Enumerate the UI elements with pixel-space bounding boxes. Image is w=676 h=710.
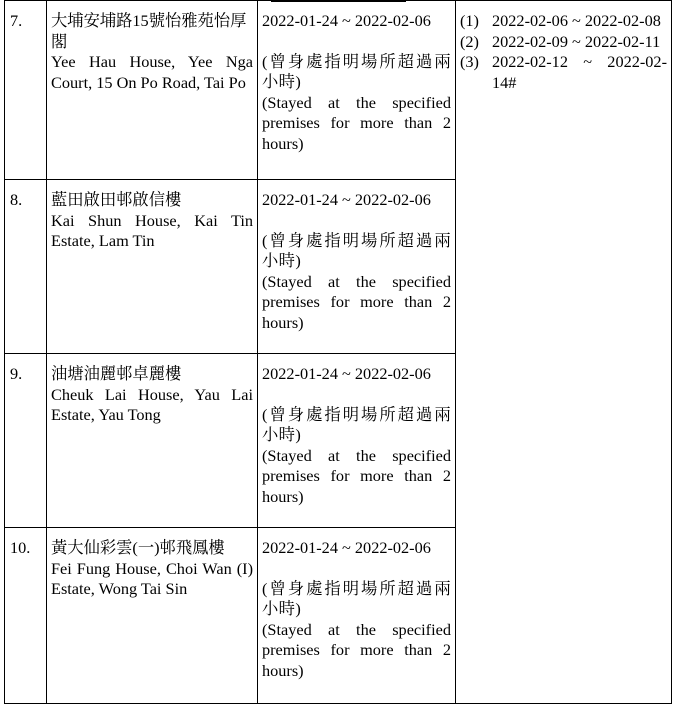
list-item-number: (3) (460, 52, 479, 71)
row-number: 9. (10, 364, 23, 383)
list-item-number: (2) (460, 31, 479, 51)
address-chinese: 油塘油麗邨卓麗樓 (51, 364, 182, 383)
testing-dates-list (460, 11, 667, 93)
list-item (460, 52, 667, 93)
row-number: 10. (10, 538, 31, 557)
address-english: Fei Fung House, Choi Wan (I) Estate, Wong Tai Sin (51, 558, 253, 598)
address-cell (47, 180, 258, 354)
address-cell (47, 1, 258, 180)
stay-note-english: (Stayed at the specified premises for more than 2 hours) (262, 619, 451, 680)
stay-note-english: (Stayed at the specified premises for more than 2 hours) (262, 445, 451, 506)
stay-note-chinese: (曾身處指明場所超過兩小時) (262, 578, 451, 618)
address-cell (47, 354, 258, 528)
row-number: 7. (10, 11, 23, 30)
address-english: Yee Hau House, Yee Nga Court, 15 On Po Road, Tai Po (51, 52, 253, 92)
row-number: 8. (10, 190, 23, 209)
date-cell (258, 354, 456, 528)
address-chinese: 黃大仙彩雲(一)邨飛鳳樓 (51, 538, 225, 557)
address-cell (47, 528, 258, 704)
date-range: 2022-01-24 ~ 2022-02-06 (262, 11, 431, 30)
list-item-text: 2022-02-06 ~ 2022-02-08 (492, 11, 661, 30)
table-row (5, 1, 672, 180)
date-cell (258, 1, 456, 180)
stay-note-chinese: (曾身處指明場所超過兩小時) (262, 404, 451, 444)
date-range: 2022-01-24 ~ 2022-02-06 (262, 364, 431, 383)
row-number-cell (5, 528, 47, 704)
stay-note-english: (Stayed at the specified premises for more than 2 hours) (262, 271, 451, 332)
list-item-text: 2022-02-12 ~ 2022-02-14# (492, 52, 667, 92)
date-cell (258, 528, 456, 704)
address-chinese: 大埔安埔路15號怡雅苑怡厚閣 (51, 11, 247, 51)
testing-dates-cell (456, 1, 672, 704)
list-item (460, 11, 667, 32)
list-item-number: (1) (460, 11, 479, 30)
address-english: Kai Shun House, Kai Tin Estate, Lam Tin (51, 210, 253, 250)
list-item (460, 32, 667, 53)
row-number-cell (5, 180, 47, 354)
date-range: 2022-01-24 ~ 2022-02-06 (262, 538, 431, 557)
address-chinese: 藍田啟田邨啟信樓 (51, 190, 182, 209)
date-cell (258, 180, 456, 354)
stay-note-chinese: (曾身處指明場所超過兩小時) (262, 230, 451, 270)
stay-note-chinese: (曾身處指明場所超過兩小時) (262, 51, 451, 91)
specified-premises-table (4, 0, 672, 704)
row-number-cell (5, 1, 47, 180)
stay-note-english: (Stayed at the specified premises for more than 2 hours) (262, 92, 451, 153)
row-number-cell (5, 354, 47, 528)
address-english: Cheuk Lai House, Yau Lai Estate, Yau Tong (51, 384, 253, 424)
list-item-text: 2022-02-09 ~ 2022-02-11 (492, 31, 661, 51)
date-range: 2022-01-24 ~ 2022-02-06 (262, 190, 431, 209)
